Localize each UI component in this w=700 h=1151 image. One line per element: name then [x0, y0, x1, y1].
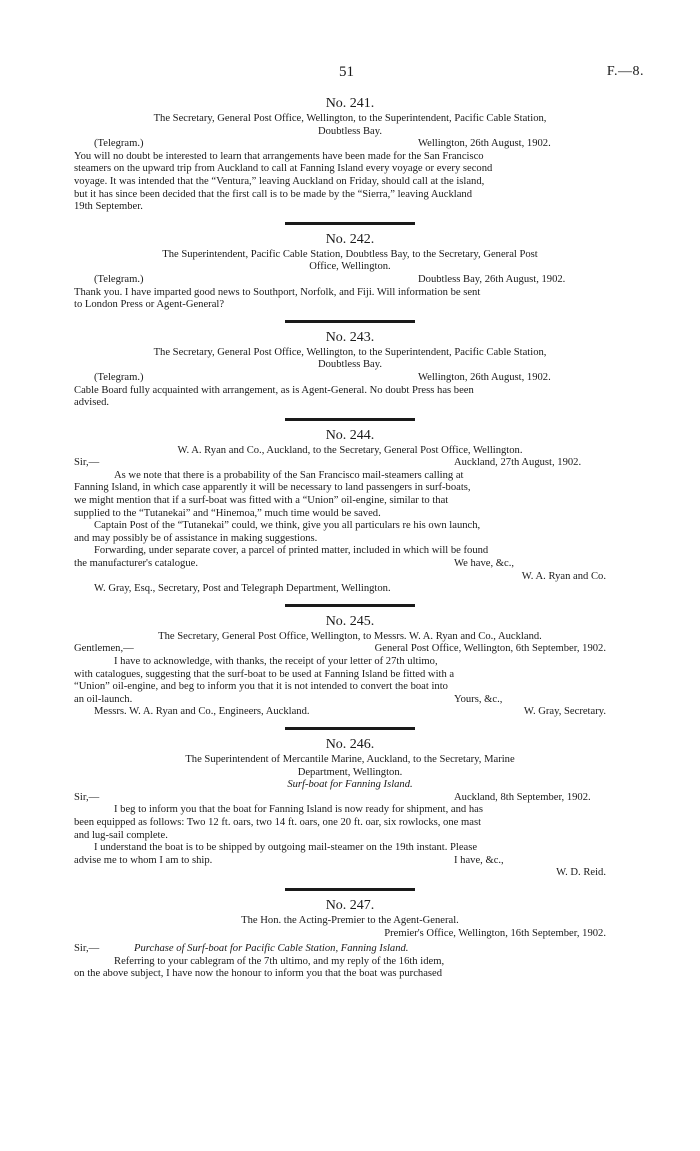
- letter-heading: The Secretary, General Post Office, Wellington, to Messrs. W. A. Ryan and Co., Auckland.: [158, 630, 542, 642]
- body-line: I understand the boat is to be shipped by outgoing mail-steamer on the 19th instant. Please: [94, 842, 478, 854]
- dateline: Doubtless Bay, 26th August, 1902.: [418, 273, 566, 285]
- addressee: Messrs. W. A. Ryan and Co., Engineers, Auckland.: [94, 706, 310, 718]
- section-divider: [285, 604, 415, 607]
- letter-heading: The Superintendent of Mercantile Marine, Auckland, to the Secretary, Marine: [185, 753, 515, 765]
- letter-heading: The Secretary, General Post Office, Wellington, to the Superintendent, Pacific Cable Station,: [153, 113, 547, 124]
- letter-246: [74, 737, 626, 880]
- subject-line: Purchase of Surf-boat for Pacific Cable Station, Fanning Island.: [134, 943, 409, 955]
- dateline: Wellington, 26th August, 1902.: [418, 371, 551, 383]
- body-line: Forwarding, under separate cover, a parcel of printed matter, included in which will be found: [94, 545, 489, 557]
- body-line: I beg to inform you that the boat for Fanning Island is now ready for shipment, and has: [114, 804, 483, 816]
- dateline: Auckland, 27th August, 1902.: [454, 457, 582, 469]
- section-divider: [285, 727, 415, 730]
- letter-heading-cont: Doubtless Bay.: [317, 125, 383, 137]
- salutation: Sir,—: [74, 791, 100, 803]
- body-line: I have to acknowledge, with thanks, the receipt of your letter of 27th ultimo,: [114, 656, 438, 667]
- signature: W. A. Ryan and Co.: [521, 570, 606, 582]
- letter-heading: The Secretary, General Post Office, Wellington, to the Superintendent, Pacific Cable Station,: [153, 346, 547, 358]
- dateline: Premier's Office, Wellington, 16th September, 1902.: [384, 927, 606, 939]
- body-line: You will no doubt be interested to learn that arrangements have been made for the San Francisco: [74, 150, 484, 162]
- subject-line: Surf-boat for Fanning Island.: [287, 779, 413, 791]
- letter-247: [74, 898, 626, 981]
- body-line: we might mention that if a surf-boat was fitted with a “Union” oil-engine, similar to that: [74, 495, 449, 507]
- body-line: As we note that there is a probability of the San Francisco mail-steamers calling at: [114, 469, 464, 481]
- complimentary-close: We have, &c.,: [454, 558, 515, 570]
- letter-number: No. 243.: [325, 329, 375, 345]
- telegram-tag: (Telegram.): [94, 138, 144, 150]
- dateline: Wellington, 26th August, 1902.: [418, 138, 551, 150]
- body-line: and may possibly be of assistance in making suggestions.: [74, 532, 318, 544]
- letter-number: No. 242.: [325, 231, 375, 247]
- salutation: Sir,—: [74, 943, 100, 955]
- document-body: [74, 96, 626, 981]
- body-line: an oil-launch.: [74, 693, 133, 705]
- section-divider: [285, 418, 415, 421]
- dateline: General Post Office, Wellington, 6th September, 1902.: [374, 643, 606, 655]
- body-line: voyage. It was intended that the “Ventura,” leaving Auckland on Friday, should call at the island,: [74, 175, 485, 187]
- letter-heading-cont: Department, Wellington.: [297, 766, 403, 778]
- letter-heading-cont: Doubtless Bay.: [317, 359, 383, 371]
- body-line: with catalogues, suggesting that the surf-boat to be used at Fanning Island be fitted with a: [74, 668, 455, 680]
- telegram-tag: (Telegram.): [94, 273, 144, 285]
- letter-243: [74, 330, 626, 410]
- body-line: on the above subject, I have now the honour to inform you that the boat was purchased: [74, 968, 443, 980]
- body-line: been equipped as follows: Two 12 ft. oars, two 14 ft. oars, one 20 ft. oar, six rowlocks, one mast: [74, 816, 482, 828]
- body-line: and lug-sail complete.: [74, 829, 168, 841]
- salutation: Gentlemen,—: [74, 643, 134, 655]
- signature: W. D. Reid.: [556, 867, 606, 879]
- body-line: steamers on the upward trip from Auckland to call at Fanning Island every voyage or every second: [74, 163, 493, 175]
- body-line: Fanning Island, in which case apparently it will be necessary to land passengers in surf-boats,: [74, 482, 471, 494]
- parliamentary-reference: F.—8.: [606, 64, 644, 79]
- letter-245: [74, 614, 626, 719]
- body-line: 19th September.: [74, 201, 143, 213]
- telegram-tag: (Telegram.): [94, 371, 144, 383]
- letter-242: [74, 232, 626, 312]
- body-line: advised.: [74, 397, 110, 409]
- body-line: Thank you. I have imparted good news to Southport, Norfolk, and Fiji. Will information be sent: [74, 286, 481, 298]
- letter-number: No. 241.: [325, 96, 375, 111]
- salutation: Sir,—: [74, 457, 100, 469]
- body-line: Cable Board fully acquainted with arrangement, as is Agent-General. No doubt Press has been: [74, 384, 474, 396]
- letter-number: No. 247.: [325, 897, 375, 913]
- body-line: Referring to your cablegram of the 7th ultimo, and my reply of the 16th idem,: [114, 955, 445, 967]
- complimentary-close: I have, &c.,: [454, 854, 504, 866]
- body-line: to London Press or Agent-General?: [74, 299, 225, 311]
- letter-heading: W. A. Ryan and Co., Auckland, to the Secretary, General Post Office, Wellington.: [177, 444, 523, 456]
- body-line: the manufacturer's catalogue.: [74, 558, 198, 570]
- signature: W. Gray, Secretary.: [523, 706, 606, 718]
- letter-244: [74, 428, 626, 596]
- body-line: Captain Post of the “Tutanekai” could, we think, give you all particulars re his own launch,: [94, 520, 481, 532]
- letter-number: No. 244.: [325, 427, 375, 443]
- letter-241: [74, 96, 626, 214]
- letter-number: No. 246.: [325, 736, 375, 752]
- body-line: but it has since been decided that the first call is to be made by the “Sierra,” leaving Auckland: [74, 188, 473, 200]
- complimentary-close: Yours, &c.,: [454, 693, 503, 705]
- section-divider: [285, 320, 415, 323]
- letter-heading-cont: Office, Wellington.: [309, 261, 391, 273]
- addressee: W. Gray, Esq., Secretary, Post and Telegraph Department, Wellington.: [94, 583, 391, 595]
- letter-number: No. 245.: [325, 613, 375, 629]
- dateline: Auckland, 8th September, 1902.: [454, 791, 591, 803]
- letter-heading: The Superintendent, Pacific Cable Station, Doubtless Bay, to the Secretary, General Post: [162, 248, 538, 260]
- body-line: “Union” oil-engine, and beg to inform you that it is not intended to convert the boat into: [74, 681, 448, 693]
- body-line: advise me to whom I am to ship.: [74, 854, 213, 866]
- body-line: supplied to the “Tutanekai” and “Hinemoa,” much time would be saved.: [74, 507, 381, 519]
- section-divider: [285, 222, 415, 225]
- letter-heading: The Hon. the Acting-Premier to the Agent-General.: [241, 914, 459, 926]
- section-divider: [285, 888, 415, 891]
- page-number: 51: [339, 64, 354, 80]
